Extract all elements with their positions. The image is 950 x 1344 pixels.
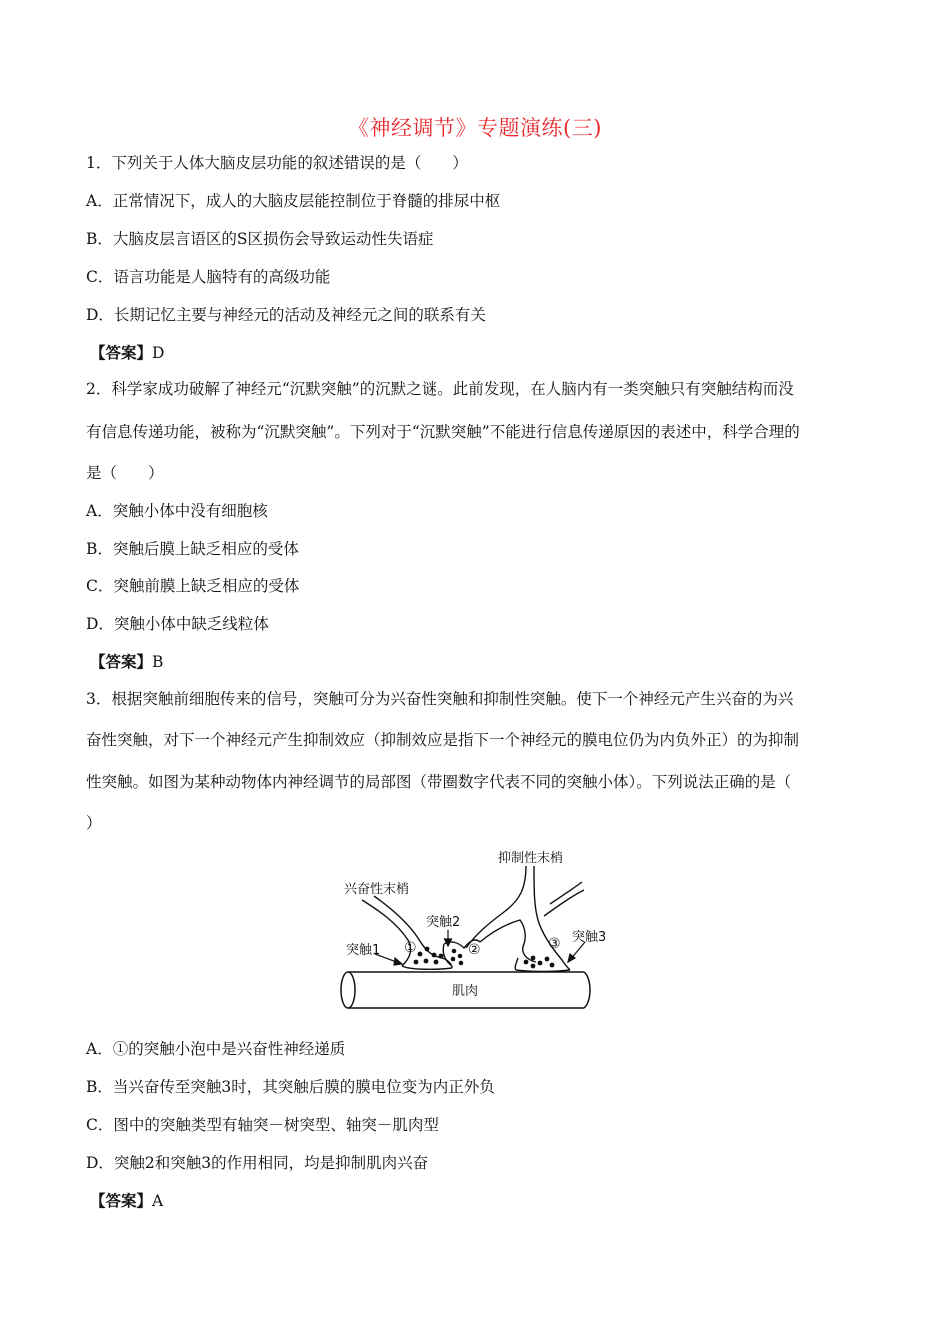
q3-answer-label: 【答案】 [90, 1191, 153, 1210]
q1-option-d: D．长期记忆主要与神经元的活动及神经元之间的联系有关 [86, 306, 486, 324]
q3-answer-value: A [152, 1192, 164, 1210]
q3-option-c: C．图中的突触类型有轴突－树突型、轴突－肌肉型 [86, 1116, 439, 1134]
label-synapse2: 突触2 [426, 915, 461, 930]
q3-answer [90, 1190, 870, 1212]
label-num-2: ② [468, 942, 481, 958]
q2-answer [90, 651, 870, 673]
page-title: 《神经调节》专题演练(三) [348, 116, 602, 140]
vesicles-synapse3 [524, 956, 555, 969]
q2-answer-label: 【答案】 [90, 652, 153, 671]
label-inhibitory-terminal: 抑制性末梢 [498, 851, 564, 866]
q3-option-a: A．①的突触小泡中是兴奋性神经递质 [86, 1040, 346, 1058]
q2-option-c: C．突触前膜上缺乏相应的受体 [86, 577, 300, 595]
q1-option-b: B．大脑皮层言语区的S区损伤会导致运动性失语症 [86, 230, 434, 248]
q3-stem-line-1: 3．根据突触前细胞传来的信号，突触可分为兴奋性突触和抑制性突触。使下一个神经元产生兴奋的为兴 [86, 690, 794, 708]
inhibitory-terminal [466, 866, 584, 972]
q3-stem-line-2: 奋性突触，对下一个神经元产生抑制效应（抑制效应是指下一个神经元的膜电位仍为内负外正）的为抑制 [86, 731, 800, 749]
label-excitatory-terminal: 兴奋性末梢 [344, 882, 410, 897]
q3-option-b: B．当兴奋传至突触3时，其突触后膜的膜电位变为内正外负 [86, 1078, 495, 1096]
vesicles-synapse1 [414, 947, 444, 965]
q2-option-a: A．突触小体中没有细胞核 [86, 502, 268, 520]
q1-answer-value: D [152, 344, 165, 362]
synapse-figure [330, 848, 607, 1026]
q3-stem-line-3: 性突触。如图为某种动物体内神经调节的局部图（带圈数字代表不同的突触小体）。下列说法正确的是（ [86, 773, 792, 791]
q2-stem-line-3: 是（ ） [86, 464, 164, 482]
q2-option-b: B．突触后膜上缺乏相应的受体 [86, 540, 299, 558]
q1-option-c: C．语言功能是人脑特有的高级功能 [86, 268, 331, 286]
q2-stem-line-2: 有信息传递功能，被称为“沉默突触”。下列对于“沉默突触”不能进行信息传递原因的表述中，科学合理的 [86, 423, 800, 441]
q3-option-d: D．突触2和突触3的作用相同，均是抑制肌肉兴奋 [86, 1154, 429, 1172]
label-muscle: 肌肉 [452, 984, 479, 999]
q1-option-a: A．正常情况下，成人的大脑皮层能控制位于脊髓的排尿中枢 [86, 192, 501, 210]
label-synapse1: 突触1 [346, 943, 381, 958]
label-num-1: ① [404, 940, 417, 956]
q2-option-d: D．突触小体中缺乏线粒体 [86, 615, 269, 633]
q1-stem: 1．下列关于人体大脑皮层功能的叙述错误的是（ ） [86, 154, 468, 172]
label-num-3: ③ [548, 936, 561, 952]
q3-stem-line-4: ） [86, 814, 102, 832]
excitatory-terminal [362, 896, 452, 969]
q2-stem-line-1: 2．科学家成功破解了神经元“沉默突触”的沉默之谜。此前发现，在人脑内有一类突触只有突触结构而没 [86, 380, 794, 398]
synapse-diagram [330, 848, 607, 1026]
vesicles-synapse2 [451, 949, 464, 966]
q1-answer-label: 【答案】 [90, 343, 153, 362]
label-synapse3: 突触3 [572, 930, 607, 945]
q1-answer [90, 342, 870, 364]
q2-answer-value: B [152, 653, 164, 671]
